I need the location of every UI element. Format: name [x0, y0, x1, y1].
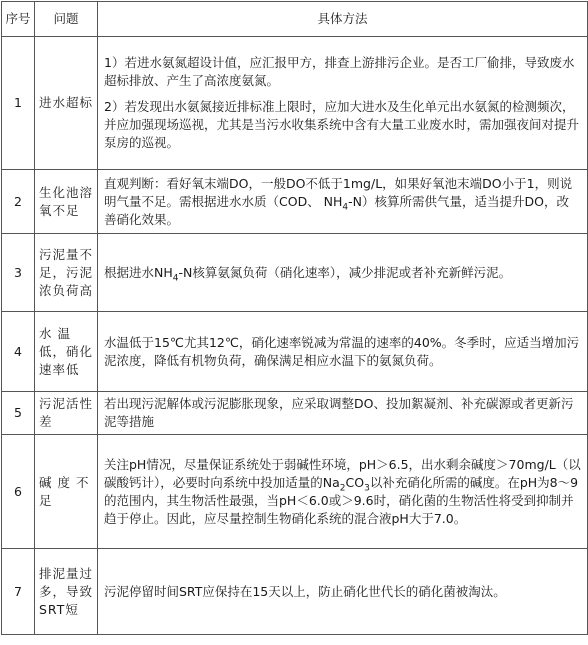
- methods-table: [1, 1, 588, 635]
- method-cell: 污泥停留时间SRT应保持在15天以上，防止硝化世代长的硝化菌被淘汰。: [98, 549, 588, 635]
- method-cell: [98, 170, 588, 234]
- row-number: 4: [2, 312, 35, 392]
- row-number: 5: [2, 392, 35, 435]
- header-issue: 问题: [35, 2, 98, 37]
- row-number: 1: [2, 37, 35, 170]
- method-text: -N）核算所需供气量，适当提升DO，改善硝化效果。: [104, 193, 569, 227]
- issue-cell: 进水超标: [35, 37, 98, 170]
- header-method: 具体方法: [98, 2, 588, 37]
- table-row: [2, 435, 588, 549]
- issue-cell: 水 温低，硝化速率低: [35, 312, 98, 392]
- method-text: 以补充硝化所需的碱度。在pH为8～9的范围内，其生物活性最强，当pH＜6.0或＞9.6时，硝化菌的生物活性将受到抑制并趋于停止。因此，应尽量控制生物硝化系统的混合液pH大于7.0。: [104, 474, 579, 526]
- method-text: 根据进水NH: [104, 264, 173, 280]
- table-row: [2, 312, 588, 392]
- row-number: 6: [2, 435, 35, 549]
- row-number: 3: [2, 234, 35, 312]
- method-paragraph: 2）若发现出水氨氮接近排标准上限时，应加大进水及生化单元出水氨氮的检测频次，并应加强现场巡视，尤其是当污水收集系统中含有大量工业废水时，需加强夜间对提升泵房的巡视。: [104, 99, 580, 150]
- row-number: 7: [2, 549, 35, 635]
- table-row: [2, 37, 588, 170]
- method-paragraph: 1）若进水氨氮超设计值，应汇报甲方，排查上游排污企业。是否工厂偷排，导致废水超标排放、产生了高浓度氨氮。: [104, 55, 575, 88]
- table-row: [2, 234, 588, 312]
- issue-cell: 排泥量过多，导致SRT短: [35, 549, 98, 635]
- issue-cell: 污泥量不足，污泥浓负荷高: [35, 234, 98, 312]
- issue-cell: 污泥活性差: [35, 392, 98, 435]
- subscript: 4: [172, 273, 179, 283]
- subscript: 2: [339, 483, 346, 493]
- subscript: 3: [364, 483, 370, 493]
- issue-cell: 生化池溶氧不足: [35, 170, 98, 234]
- header-row: [2, 2, 588, 37]
- header-no: 序号: [2, 2, 35, 37]
- method-text: CO: [345, 474, 365, 490]
- row-number: 2: [2, 170, 35, 234]
- method-cell: [98, 234, 588, 312]
- method-text: 直观判断：看好氧末端DO，一般DO不低于1mg/L，如果好氧池末端DO小于1，则说明气量不足。需根据进水水质（COD、 NH: [104, 175, 573, 209]
- method-text: -N核算氨氮负荷（硝化速率），减少排泥或者补充新鲜污泥。: [178, 264, 512, 280]
- method-cell: 水温低于15℃尤其12℃，硝化速率锐减为常温的速率的40%。冬季时，应适当增加污泥浓度，降低有机物负荷，确保满足相应水温下的氨氮负荷。: [98, 312, 588, 392]
- method-text: 关注pH情况，尽量保证系统处于弱碱性环境，pH＞6.5，出水剩余碱度＞70mg/L（以碳酸钙计），必要时向系统中投加适量的Na: [104, 456, 581, 490]
- issue-cell: 碱 度 不足: [35, 435, 98, 549]
- method-cell: [98, 37, 588, 170]
- method-cell: [98, 435, 588, 549]
- subscript: 4: [342, 202, 349, 212]
- method-cell: 若出现污泥解体或污泥膨胀现象，应采取调整DO、投加絮凝剂、补充碳源或者更新污泥等措施: [98, 392, 588, 435]
- table-row: [2, 170, 588, 234]
- table-row: [2, 392, 588, 435]
- table-row: [2, 549, 588, 635]
